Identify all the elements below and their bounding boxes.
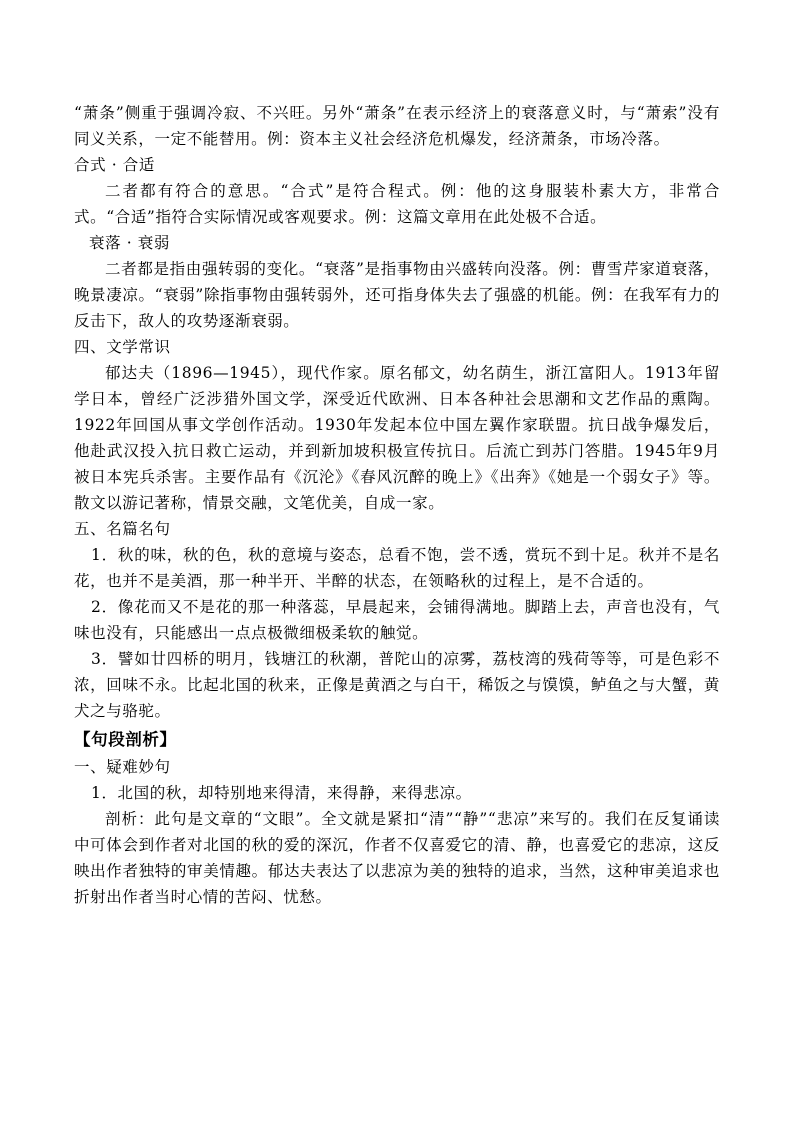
heading-literary-knowledge: 四、文学常识 <box>74 338 171 356</box>
quote-item-3: 3．譬如廿四桥的明月，钱塘江的秋潮，普陀山的凉雾，荔枝湾的残荷等等，可是色彩不浓，回味不永。比起北国的秋来，正像是黄酒之与白干，稀饭之与馍馍，鲈鱼之与大蟹，黄犬之与骆驼。 <box>74 650 720 720</box>
sentence-item-1: 1．北国的秋，却特别地来得清，来得静，来得悲凉。 <box>91 784 472 802</box>
heading-heshi-heshi: 合式 · 合适 <box>74 156 155 174</box>
heading-famous-sentences: 五、名篇名句 <box>74 520 171 538</box>
paragraph-analysis: 剖析：此句是文章的“文眼”。全文就是紧扣“清”“静”“悲凉”来写的。我们在反复诵读中可体会到作者对北国的秋的爱的深沉，作者不仅喜爱它的清、静，也喜爱它的悲凉，这反映出作者独特的审美情趣。郁达夫表达了以悲凉为美的独特的追求，当然，这种审美追求也折射出作者当时心情的苦闷、忧愁。 <box>74 810 720 906</box>
paragraph-yu-dafu-bio: 郁达夫（1896—1945），现代作家。原名郁文，幼名荫生，浙江富阳人。1913年留学日本，曾经广泛涉猎外国文学，深受近代欧洲、日本各种社会思潮和文艺作品的熏陶。1922年回国从事文学创作活动。1930年发起本位中国左翼作家联盟。抗日战争爆发后，他赴武汉投入抗日救亡运动，并到新加坡积极宣传抗日。后流亡到苏门答腊。1945年9月被日本宪兵杀害。主要作品有《沉沦》《春风沉醉的晚上》《出奔》《她是一个弱女子》等。散文以游记著称，情景交融，文笔优美，自成一家。 <box>74 364 720 512</box>
paragraph-shuailuo: 二者都是指由强转弱的变化。“衰落”是指事物由兴盛转向没落。例：曹雪芹家道衰落，晚景凄凉。“衰弱”除指事物由强转弱外，还可指身体失去了强盛的机能。例：在我军有力的反击下，敌人的攻势逐渐衰弱。 <box>74 260 720 330</box>
paragraph-heshi: 二者都有符合的意思。“合式”是符合程式。例：他的这身服装朴素大方，非常合式。“合适”指符合实际情况或客观要求。例：这篇文章用在此处极不合适。 <box>74 182 720 226</box>
quote-item-1: 1．秋的味，秋的色，秋的意境与姿态，总看不饱，尝不透，赏玩不到十足。秋并不是名花，也并不是美酒，那一种半开、半醉的状态，在领略秋的过程上，是不合适的。 <box>74 546 720 590</box>
section-title-analysis: 【句段剖析】 <box>74 730 177 749</box>
heading-shuailuo-shuairuo: 衰落 · 衰弱 <box>89 234 170 252</box>
document-body <box>74 100 720 910</box>
quote-item-2: 2．像花而又不是花的那一种落蕊，早晨起来，会铺得满地。脚踏上去，声音也没有，气味也没有，只能感出一点点极微细极柔软的触觉。 <box>74 598 720 642</box>
paragraph-xiaotiao: “萧条”侧重于强调冷寂、不兴旺。另外“萧条”在表示经济上的衰落意义时，与“萧索”没有同义关系，一定不能替用。例：资本主义社会经济危机爆发，经济萧条，市场冷落。 <box>74 104 720 148</box>
heading-difficult-sentences: 一、疑难妙句 <box>74 758 171 776</box>
